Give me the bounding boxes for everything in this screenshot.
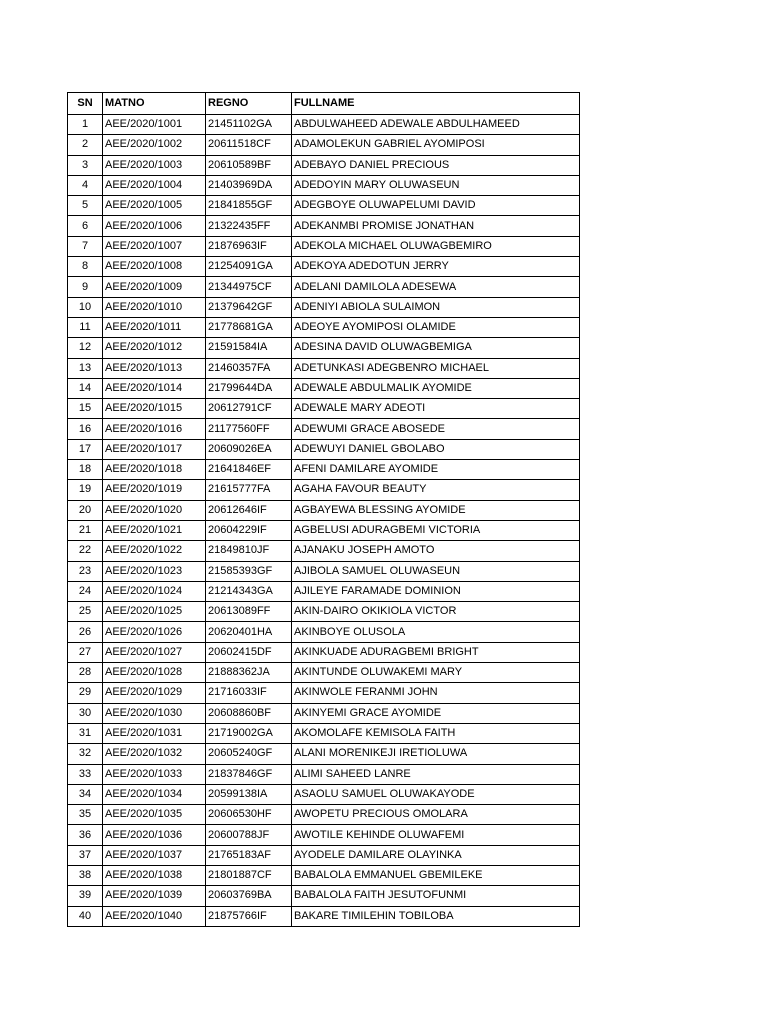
cell-matno: AEE/2020/1019 [103, 480, 206, 500]
cell-matno: AEE/2020/1028 [103, 663, 206, 683]
cell-matno: AEE/2020/1001 [103, 115, 206, 135]
cell-sn: 15 [68, 399, 103, 419]
cell-fullname: ADEKOLA MICHAEL OLUWAGBEMIRO [292, 236, 580, 256]
cell-fullname: AWOPETU PRECIOUS OMOLARA [292, 805, 580, 825]
table-row [68, 663, 580, 683]
cell-sn: 29 [68, 683, 103, 703]
cell-sn: 37 [68, 845, 103, 865]
cell-regno: 21799644DA [206, 378, 292, 398]
cell-sn: 34 [68, 784, 103, 804]
cell-fullname: ADAMOLEKUN GABRIEL AYOMIPOSI [292, 135, 580, 155]
cell-regno: 21716033IF [206, 683, 292, 703]
cell-sn: 25 [68, 602, 103, 622]
table-row [68, 906, 580, 926]
cell-regno: 21719002GA [206, 723, 292, 743]
cell-fullname: AJILEYE FARAMADE DOMINION [292, 581, 580, 601]
cell-matno: AEE/2020/1006 [103, 216, 206, 236]
cell-regno: 20612646IF [206, 500, 292, 520]
table-row [68, 581, 580, 601]
cell-sn: 20 [68, 500, 103, 520]
student-list-sheet [67, 92, 580, 927]
cell-sn: 13 [68, 358, 103, 378]
column-header-regno: REGNO [206, 93, 292, 115]
cell-regno: 21841855GF [206, 196, 292, 216]
cell-fullname: AKINWOLE FERANMI JOHN [292, 683, 580, 703]
cell-regno: 21778681GA [206, 317, 292, 337]
cell-fullname: AGBAYEWA BLESSING AYOMIDE [292, 500, 580, 520]
cell-regno: 21888362JA [206, 663, 292, 683]
cell-sn: 3 [68, 155, 103, 175]
cell-sn: 12 [68, 338, 103, 358]
cell-regno: 21460357FA [206, 358, 292, 378]
cell-regno: 20620401HA [206, 622, 292, 642]
cell-fullname: ADEDOYIN MARY OLUWASEUN [292, 175, 580, 195]
cell-sn: 10 [68, 297, 103, 317]
cell-sn: 23 [68, 561, 103, 581]
cell-regno: 21585393GF [206, 561, 292, 581]
table-row [68, 825, 580, 845]
cell-fullname: ADEWUMI GRACE ABOSEDE [292, 419, 580, 439]
cell-fullname: ADELANI DAMILOLA ADESEWA [292, 277, 580, 297]
cell-regno: 21254091GA [206, 257, 292, 277]
cell-sn: 11 [68, 317, 103, 337]
cell-fullname: ADESINA DAVID OLUWAGBEMIGA [292, 338, 580, 358]
cell-regno: 21837846GF [206, 764, 292, 784]
cell-sn: 31 [68, 723, 103, 743]
cell-matno: AEE/2020/1040 [103, 906, 206, 926]
cell-matno: AEE/2020/1033 [103, 764, 206, 784]
cell-sn: 39 [68, 886, 103, 906]
cell-matno: AEE/2020/1021 [103, 520, 206, 540]
table-row [68, 561, 580, 581]
cell-regno: 21875766IF [206, 906, 292, 926]
cell-sn: 22 [68, 541, 103, 561]
table-row [68, 216, 580, 236]
cell-fullname: BAKARE TIMILEHIN TOBILOBA [292, 906, 580, 926]
cell-regno: 21379642GF [206, 297, 292, 317]
cell-matno: AEE/2020/1038 [103, 865, 206, 885]
cell-regno: 21322435FF [206, 216, 292, 236]
cell-fullname: ADEKANMBI PROMISE JONATHAN [292, 216, 580, 236]
cell-sn: 16 [68, 419, 103, 439]
cell-sn: 5 [68, 196, 103, 216]
cell-regno: 21641846EF [206, 460, 292, 480]
cell-sn: 14 [68, 378, 103, 398]
table-row [68, 845, 580, 865]
cell-fullname: AJANAKU JOSEPH AMOTO [292, 541, 580, 561]
cell-regno: 21214343GA [206, 581, 292, 601]
table-row [68, 277, 580, 297]
cell-matno: AEE/2020/1015 [103, 399, 206, 419]
cell-fullname: AYODELE DAMILARE OLAYINKA [292, 845, 580, 865]
cell-matno: AEE/2020/1027 [103, 642, 206, 662]
cell-matno: AEE/2020/1037 [103, 845, 206, 865]
cell-regno: 20613089FF [206, 602, 292, 622]
table-row [68, 541, 580, 561]
cell-sn: 30 [68, 703, 103, 723]
cell-sn: 24 [68, 581, 103, 601]
cell-sn: 26 [68, 622, 103, 642]
cell-regno: 21403969DA [206, 175, 292, 195]
cell-fullname: AKIN-DAIRO OKIKIOLA VICTOR [292, 602, 580, 622]
cell-matno: AEE/2020/1007 [103, 236, 206, 256]
table-row [68, 338, 580, 358]
cell-fullname: ADEWALE ABDULMALIK AYOMIDE [292, 378, 580, 398]
table-row [68, 419, 580, 439]
table-row [68, 358, 580, 378]
cell-matno: AEE/2020/1025 [103, 602, 206, 622]
cell-regno: 20606530HF [206, 805, 292, 825]
cell-fullname: ADEKOYA ADEDOTUN JERRY [292, 257, 580, 277]
cell-sn: 6 [68, 216, 103, 236]
cell-regno: 21801887CF [206, 865, 292, 885]
table-row [68, 744, 580, 764]
cell-regno: 20611518CF [206, 135, 292, 155]
cell-regno: 21876963IF [206, 236, 292, 256]
cell-regno: 20605240GF [206, 744, 292, 764]
cell-matno: AEE/2020/1017 [103, 439, 206, 459]
cell-regno: 20612791CF [206, 399, 292, 419]
cell-fullname: AGAHA FAVOUR BEAUTY [292, 480, 580, 500]
column-header-matno: MATNO [103, 93, 206, 115]
cell-matno: AEE/2020/1031 [103, 723, 206, 743]
cell-matno: AEE/2020/1014 [103, 378, 206, 398]
cell-regno: 20610589BF [206, 155, 292, 175]
cell-fullname: ADEBAYO DANIEL PRECIOUS [292, 155, 580, 175]
table-row [68, 723, 580, 743]
table-row [68, 784, 580, 804]
table-row [68, 439, 580, 459]
cell-fullname: AFENI DAMILARE AYOMIDE [292, 460, 580, 480]
cell-matno: AEE/2020/1035 [103, 805, 206, 825]
cell-fullname: BABALOLA FAITH JESUTOFUNMI [292, 886, 580, 906]
column-header-sn: SN [68, 93, 103, 115]
cell-matno: AEE/2020/1023 [103, 561, 206, 581]
cell-fullname: AGBELUSI ADURAGBEMI VICTORIA [292, 520, 580, 540]
cell-fullname: AKINTUNDE OLUWAKEMI MARY [292, 663, 580, 683]
header-row [68, 93, 580, 115]
table-row [68, 764, 580, 784]
student-table [67, 92, 580, 927]
cell-regno: 20604229IF [206, 520, 292, 540]
cell-sn: 8 [68, 257, 103, 277]
cell-regno: 20602415DF [206, 642, 292, 662]
table-row [68, 135, 580, 155]
cell-matno: AEE/2020/1039 [103, 886, 206, 906]
cell-matno: AEE/2020/1036 [103, 825, 206, 845]
cell-sn: 7 [68, 236, 103, 256]
table-row [68, 175, 580, 195]
table-row [68, 703, 580, 723]
cell-matno: AEE/2020/1012 [103, 338, 206, 358]
table-row [68, 196, 580, 216]
cell-fullname: BABALOLA EMMANUEL GBEMILEKE [292, 865, 580, 885]
table-row [68, 399, 580, 419]
cell-regno: 20603769BA [206, 886, 292, 906]
cell-sn: 28 [68, 663, 103, 683]
cell-fullname: ADEOYE AYOMIPOSI OLAMIDE [292, 317, 580, 337]
cell-fullname: ABDULWAHEED ADEWALE ABDULHAMEED [292, 115, 580, 135]
table-row [68, 520, 580, 540]
cell-matno: AEE/2020/1026 [103, 622, 206, 642]
cell-matno: AEE/2020/1016 [103, 419, 206, 439]
table-row [68, 115, 580, 135]
table-row [68, 480, 580, 500]
table-row [68, 683, 580, 703]
cell-regno: 20608860BF [206, 703, 292, 723]
cell-regno: 21451102GA [206, 115, 292, 135]
table-body [68, 115, 580, 927]
table-row [68, 317, 580, 337]
table-row [68, 805, 580, 825]
cell-matno: AEE/2020/1020 [103, 500, 206, 520]
cell-regno: 21849810JF [206, 541, 292, 561]
cell-fullname: ADEGBOYE OLUWAPELUMI DAVID [292, 196, 580, 216]
cell-matno: AEE/2020/1002 [103, 135, 206, 155]
table-row [68, 460, 580, 480]
cell-fullname: AKINBOYE OLUSOLA [292, 622, 580, 642]
cell-regno: 21177560FF [206, 419, 292, 439]
cell-matno: AEE/2020/1011 [103, 317, 206, 337]
cell-fullname: ALANI MORENIKEJI IRETIOLUWA [292, 744, 580, 764]
cell-regno: 20609026EA [206, 439, 292, 459]
cell-sn: 9 [68, 277, 103, 297]
cell-sn: 38 [68, 865, 103, 885]
cell-fullname: ADETUNKASI ADEGBENRO MICHAEL [292, 358, 580, 378]
cell-sn: 32 [68, 744, 103, 764]
table-row [68, 622, 580, 642]
cell-fullname: ALIMI SAHEED LANRE [292, 764, 580, 784]
table-row [68, 500, 580, 520]
table-row [68, 865, 580, 885]
table-row [68, 886, 580, 906]
cell-matno: AEE/2020/1013 [103, 358, 206, 378]
cell-matno: AEE/2020/1030 [103, 703, 206, 723]
cell-matno: AEE/2020/1003 [103, 155, 206, 175]
cell-sn: 40 [68, 906, 103, 926]
cell-regno: 21344975CF [206, 277, 292, 297]
cell-matno: AEE/2020/1010 [103, 297, 206, 317]
cell-sn: 21 [68, 520, 103, 540]
cell-matno: AEE/2020/1004 [103, 175, 206, 195]
cell-fullname: ADEWUYI DANIEL GBOLABO [292, 439, 580, 459]
table-row [68, 602, 580, 622]
cell-sn: 27 [68, 642, 103, 662]
cell-fullname: ADEWALE MARY ADEOTI [292, 399, 580, 419]
table-row [68, 155, 580, 175]
cell-regno: 21591584IA [206, 338, 292, 358]
table-row [68, 236, 580, 256]
cell-sn: 2 [68, 135, 103, 155]
cell-sn: 4 [68, 175, 103, 195]
column-header-fullname: FULLNAME [292, 93, 580, 115]
cell-matno: AEE/2020/1024 [103, 581, 206, 601]
cell-sn: 1 [68, 115, 103, 135]
cell-fullname: AWOTILE KEHINDE OLUWAFEMI [292, 825, 580, 845]
cell-fullname: ASAOLU SAMUEL OLUWAKAYODE [292, 784, 580, 804]
table-row [68, 378, 580, 398]
table-header [68, 93, 580, 115]
cell-fullname: AJIBOLA SAMUEL OLUWASEUN [292, 561, 580, 581]
cell-matno: AEE/2020/1022 [103, 541, 206, 561]
cell-regno: 20600788JF [206, 825, 292, 845]
cell-matno: AEE/2020/1018 [103, 460, 206, 480]
cell-sn: 36 [68, 825, 103, 845]
cell-sn: 33 [68, 764, 103, 784]
cell-fullname: AKOMOLAFE KEMISOLA FAITH [292, 723, 580, 743]
cell-matno: AEE/2020/1034 [103, 784, 206, 804]
cell-matno: AEE/2020/1009 [103, 277, 206, 297]
cell-fullname: AKINYEMI GRACE AYOMIDE [292, 703, 580, 723]
cell-matno: AEE/2020/1008 [103, 257, 206, 277]
cell-fullname: AKINKUADE ADURAGBEMI BRIGHT [292, 642, 580, 662]
cell-regno: 21615777FA [206, 480, 292, 500]
cell-matno: AEE/2020/1032 [103, 744, 206, 764]
table-row [68, 257, 580, 277]
cell-regno: 20599138IA [206, 784, 292, 804]
cell-fullname: ADENIYI ABIOLA SULAIMON [292, 297, 580, 317]
cell-matno: AEE/2020/1005 [103, 196, 206, 216]
cell-sn: 35 [68, 805, 103, 825]
cell-sn: 18 [68, 460, 103, 480]
table-row [68, 642, 580, 662]
cell-regno: 21765183AF [206, 845, 292, 865]
table-row [68, 297, 580, 317]
cell-sn: 19 [68, 480, 103, 500]
cell-sn: 17 [68, 439, 103, 459]
cell-matno: AEE/2020/1029 [103, 683, 206, 703]
